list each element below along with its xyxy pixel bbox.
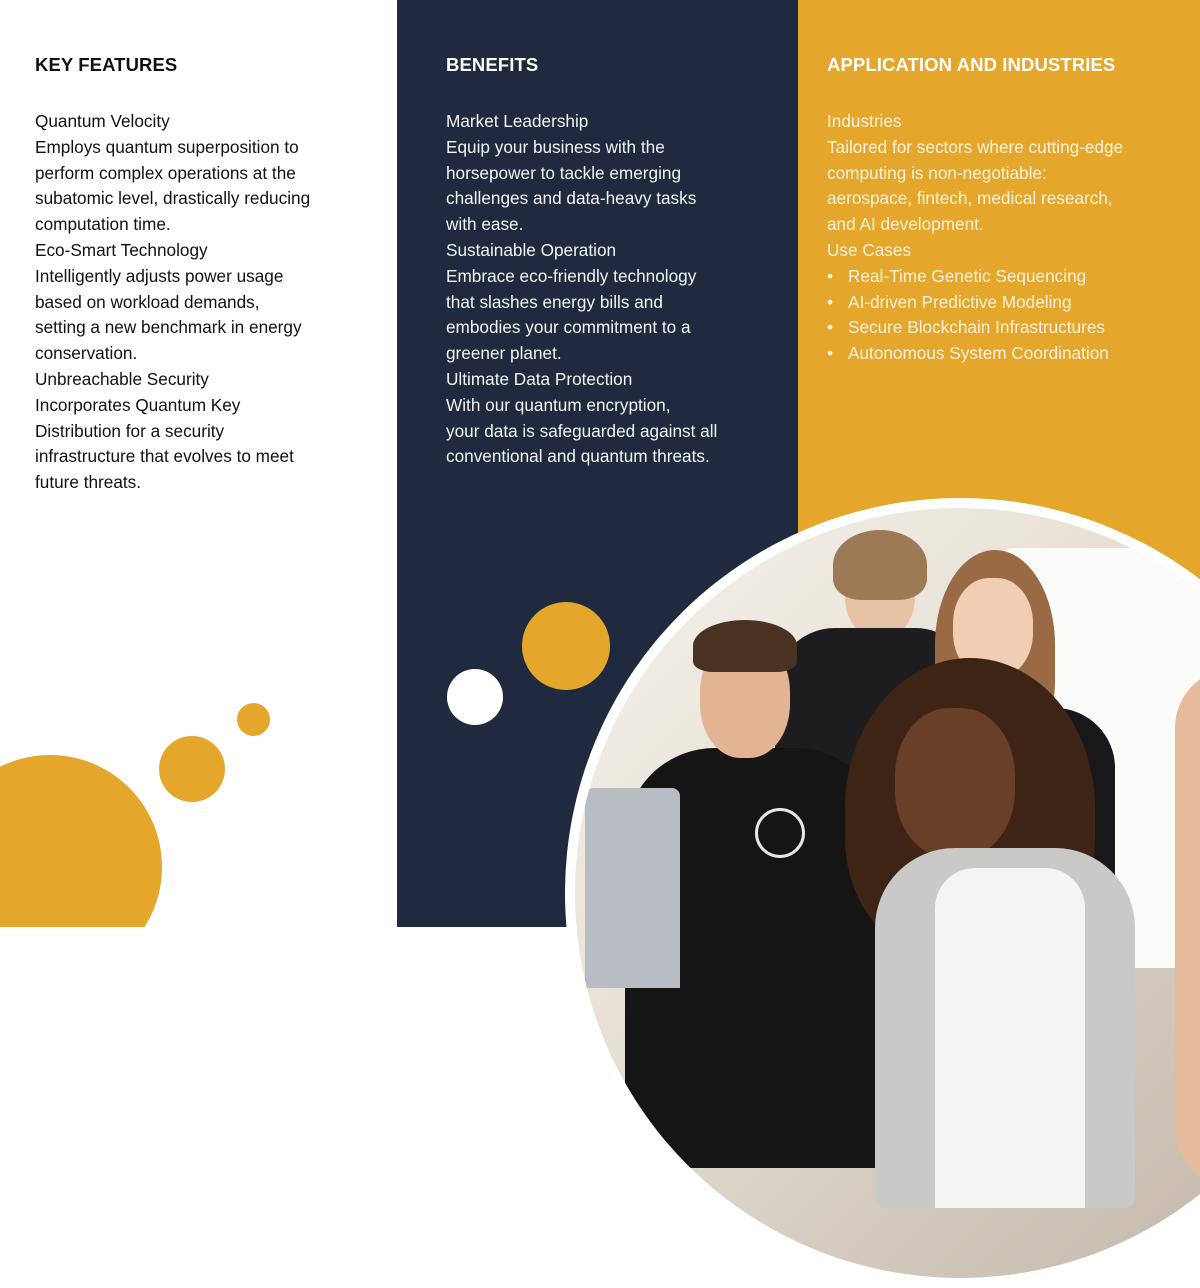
benefit-text: greener planet. [446, 343, 562, 364]
industries-text: computing is non-negotiable: [827, 162, 1047, 183]
person-bearded-hair [693, 620, 797, 672]
use-cases-list [827, 264, 1197, 367]
decorative-circle-gold [522, 602, 610, 690]
feature-text: Incorporates Quantum Key [35, 394, 241, 415]
benefit-text: With our quantum encryption, [446, 394, 671, 415]
use-cases-title: Use Cases [827, 239, 912, 260]
list-item: • Autonomous System Coordination [827, 341, 1197, 367]
benefit-title: Market Leadership [446, 111, 589, 131]
feature-title: Eco-Smart Technology [35, 239, 208, 260]
benefit-text: embodies your commitment to a [446, 317, 691, 338]
benefit-text: horsepower to tackle emerging [446, 162, 682, 183]
decorative-circle-medium [159, 736, 225, 802]
bullet-icon: • [827, 291, 834, 312]
feature-text: subatomic level, drastically reducing [35, 188, 311, 209]
feature-text: Distribution for a security [35, 420, 225, 441]
benefit-text: Embrace eco-friendly technology [446, 265, 697, 286]
benefit-text: challenges and data-heavy tasks [446, 188, 697, 209]
key-features-heading: KEY FEATURES [35, 54, 178, 75]
industries-title: Industries [827, 111, 902, 131]
key-features-panel [0, 0, 397, 927]
benefit-text: with ease. [446, 214, 524, 235]
decorative-circle-large [0, 755, 162, 927]
feature-text: computation time. [35, 214, 171, 235]
list-item: • Secure Blockchain Infrastructures [827, 315, 1197, 341]
bullet-icon: • [827, 265, 834, 286]
feature-text: infrastructure that evolves to meet [35, 446, 294, 467]
industries-text: aerospace, fintech, medical research, [827, 188, 1113, 209]
benefit-title: Ultimate Data Protection [446, 368, 633, 389]
feature-text: setting a new benchmark in energy [35, 317, 302, 338]
benefit-text: your data is safeguarded against all [446, 420, 718, 441]
list-item: • AI-driven Predictive Modeling [827, 290, 1197, 316]
bullet-icon: • [827, 317, 834, 338]
applications-body [827, 109, 1197, 367]
feature-text: conservation. [35, 343, 138, 364]
list-item: • Real-Time Genetic Sequencing [827, 264, 1197, 290]
feature-text: Employs quantum superposition to [35, 136, 299, 157]
bullet-icon: • [827, 343, 834, 364]
industries-text: Tailored for sectors where cutting-edge [827, 136, 1124, 157]
shirt-logo [755, 808, 805, 858]
person-curly-head [895, 708, 1015, 858]
benefit-title: Sustainable Operation [446, 239, 617, 260]
industries-text: and AI development. [827, 214, 984, 235]
feature-title: Quantum Velocity [35, 111, 170, 131]
person-right-arm [1175, 668, 1200, 1188]
benefits-heading: BENEFITS [446, 54, 539, 75]
benefits-body [446, 109, 786, 470]
person-standing-hair [833, 530, 927, 600]
decorative-circle-small [237, 703, 270, 736]
key-features-body [35, 109, 380, 496]
person-curly-shirt [935, 868, 1085, 1208]
decorative-circle-white [447, 669, 503, 725]
feature-text: based on workload demands, [35, 291, 260, 312]
feature-text: Intelligently adjusts power usage [35, 265, 284, 286]
benefit-text: Equip your business with the [446, 136, 665, 157]
applications-heading: APPLICATION AND INDUSTRIES [827, 54, 1116, 75]
feature-text: future threats. [35, 472, 142, 493]
benefit-text: that slashes energy bills and [446, 291, 663, 312]
feature-text: perform complex operations at the [35, 162, 296, 183]
feature-title: Unbreachable Security [35, 368, 209, 389]
laptop [585, 788, 680, 988]
benefit-text: conventional and quantum threats. [446, 446, 710, 467]
